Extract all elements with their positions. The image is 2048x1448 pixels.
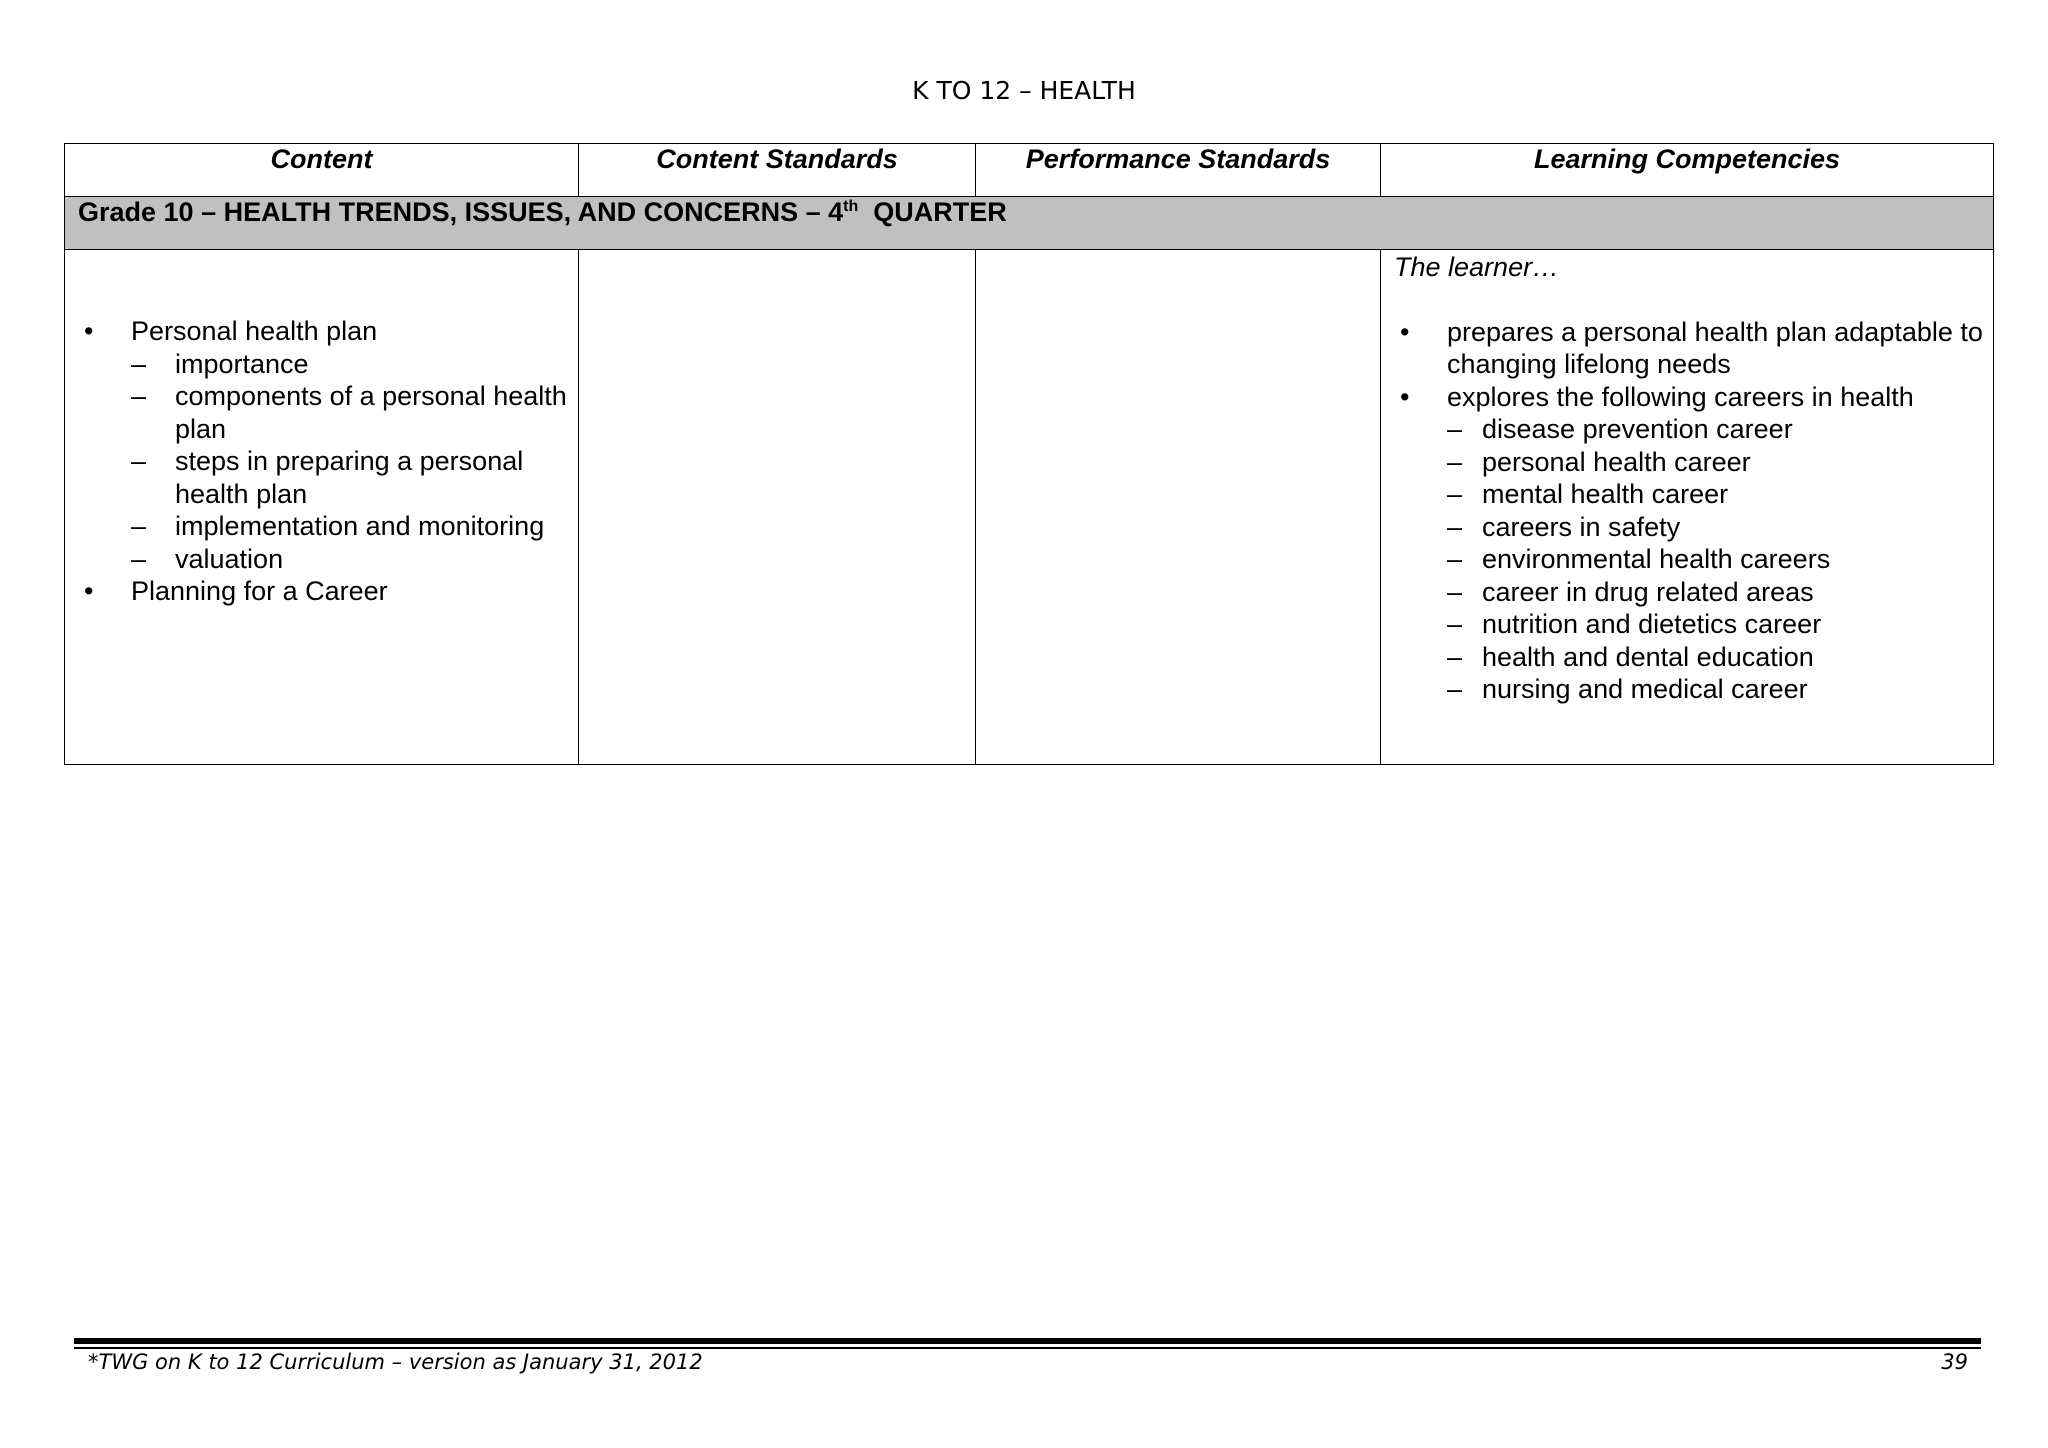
section-heading-sup: th bbox=[843, 198, 859, 215]
content-list bbox=[65, 315, 578, 608]
page-number: 39 bbox=[1941, 1350, 1968, 1374]
column-header-row bbox=[65, 144, 1994, 197]
list-item-label: Planning for a Career bbox=[131, 576, 388, 606]
sub-list-item bbox=[65, 543, 578, 576]
page-header-title: K TO 12 – HEALTH bbox=[912, 76, 1136, 105]
sub-list-item-label: steps in preparing a personal health plan bbox=[175, 446, 524, 509]
dash-icon: – bbox=[1447, 641, 1463, 672]
sub-list-item-label: disease prevention career bbox=[1482, 414, 1793, 444]
list-item-label: prepares a personal health plan adaptable to changing lifelong needs bbox=[1447, 316, 1983, 379]
footer-rule-thick bbox=[74, 1338, 1981, 1344]
list-item bbox=[65, 575, 578, 608]
learning-competencies-cell bbox=[1381, 250, 1994, 765]
sub-list-item-label: components of a personal health plan bbox=[175, 381, 567, 444]
curriculum-table bbox=[64, 143, 1994, 765]
sub-list-item bbox=[65, 348, 578, 381]
dash-icon: – bbox=[131, 348, 147, 379]
sub-list-item-label: environmental health careers bbox=[1482, 544, 1831, 574]
dash-icon: – bbox=[1447, 544, 1463, 574]
sub-list-item-label: health and dental education bbox=[1482, 641, 1814, 672]
sub-list-item bbox=[65, 380, 578, 445]
sub-list-item-label: careers in safety bbox=[1482, 511, 1681, 542]
section-heading-suffix: QUARTER bbox=[858, 197, 1007, 227]
dash-icon: – bbox=[1447, 576, 1463, 607]
sub-list-item bbox=[1381, 511, 1993, 544]
sub-list-item-label: valuation bbox=[175, 543, 284, 574]
sub-list-item-label: nutrition and dietetics career bbox=[1482, 609, 1822, 639]
dash-icon: – bbox=[131, 543, 147, 574]
dash-icon: – bbox=[131, 381, 147, 411]
sub-list-item bbox=[1381, 446, 1993, 479]
list-item bbox=[1381, 381, 1993, 706]
dash-icon: – bbox=[1447, 446, 1463, 477]
sub-list-item-label: nursing and medical career bbox=[1482, 674, 1808, 704]
dash-icon: – bbox=[1447, 511, 1463, 542]
column-header-learning-competencies: Learning Competencies bbox=[1381, 144, 1994, 197]
sub-list-item-label: career in drug related areas bbox=[1482, 576, 1814, 607]
list-item bbox=[1381, 316, 1993, 381]
content-cell bbox=[65, 250, 579, 765]
dash-icon: – bbox=[1447, 674, 1463, 704]
column-header-content: Content bbox=[65, 144, 579, 197]
bullet-icon: • bbox=[84, 316, 94, 346]
sub-list-item-label: personal health career bbox=[1482, 446, 1751, 477]
column-header-content-standards: Content Standards bbox=[579, 144, 976, 197]
sub-list-item bbox=[65, 445, 578, 510]
bullet-icon: • bbox=[1400, 316, 1410, 347]
sub-list-item-label: implementation and monitoring bbox=[175, 511, 545, 541]
footer-note: *TWG on K to 12 Curriculum – version as January 31, 2012 bbox=[88, 1350, 703, 1374]
dash-icon: – bbox=[131, 511, 147, 541]
section-row bbox=[65, 197, 1994, 250]
sub-list-item bbox=[1381, 543, 1993, 576]
sub-list bbox=[1447, 413, 1993, 706]
dash-icon: – bbox=[1447, 609, 1463, 639]
performance-standards-cell bbox=[976, 250, 1381, 765]
sub-list-item bbox=[1381, 478, 1993, 511]
section-heading-prefix: Grade 10 – HEALTH TRENDS, ISSUES, AND CONCERNS – 4 bbox=[78, 197, 844, 227]
sub-list-item bbox=[1381, 641, 1993, 674]
body-row bbox=[65, 250, 1994, 765]
bullet-icon: • bbox=[1400, 381, 1410, 412]
sub-list-item bbox=[1381, 576, 1993, 609]
list-item bbox=[65, 315, 578, 575]
learner-intro: The learner… bbox=[1394, 252, 1560, 282]
sub-list-item-label: mental health career bbox=[1482, 479, 1729, 509]
sub-list-item bbox=[1381, 413, 1993, 446]
list-item-label: Personal health plan bbox=[131, 316, 378, 346]
section-heading bbox=[65, 197, 1994, 250]
sub-list-item bbox=[1381, 673, 1993, 706]
sub-list-item-label: importance bbox=[175, 348, 309, 379]
sub-list-item bbox=[65, 510, 578, 543]
list-item-label: explores the following careers in health bbox=[1447, 381, 1914, 412]
bullet-icon: • bbox=[84, 576, 94, 606]
sub-list bbox=[131, 348, 578, 576]
content-standards-cell bbox=[579, 250, 976, 765]
dash-icon: – bbox=[1447, 414, 1463, 444]
competencies-list bbox=[1381, 316, 1993, 706]
dash-icon: – bbox=[1447, 479, 1463, 509]
dash-icon: – bbox=[131, 446, 147, 476]
sub-list-item bbox=[1381, 608, 1993, 641]
footer-rule-thin bbox=[74, 1347, 1981, 1349]
column-header-performance-standards: Performance Standards bbox=[976, 144, 1381, 197]
